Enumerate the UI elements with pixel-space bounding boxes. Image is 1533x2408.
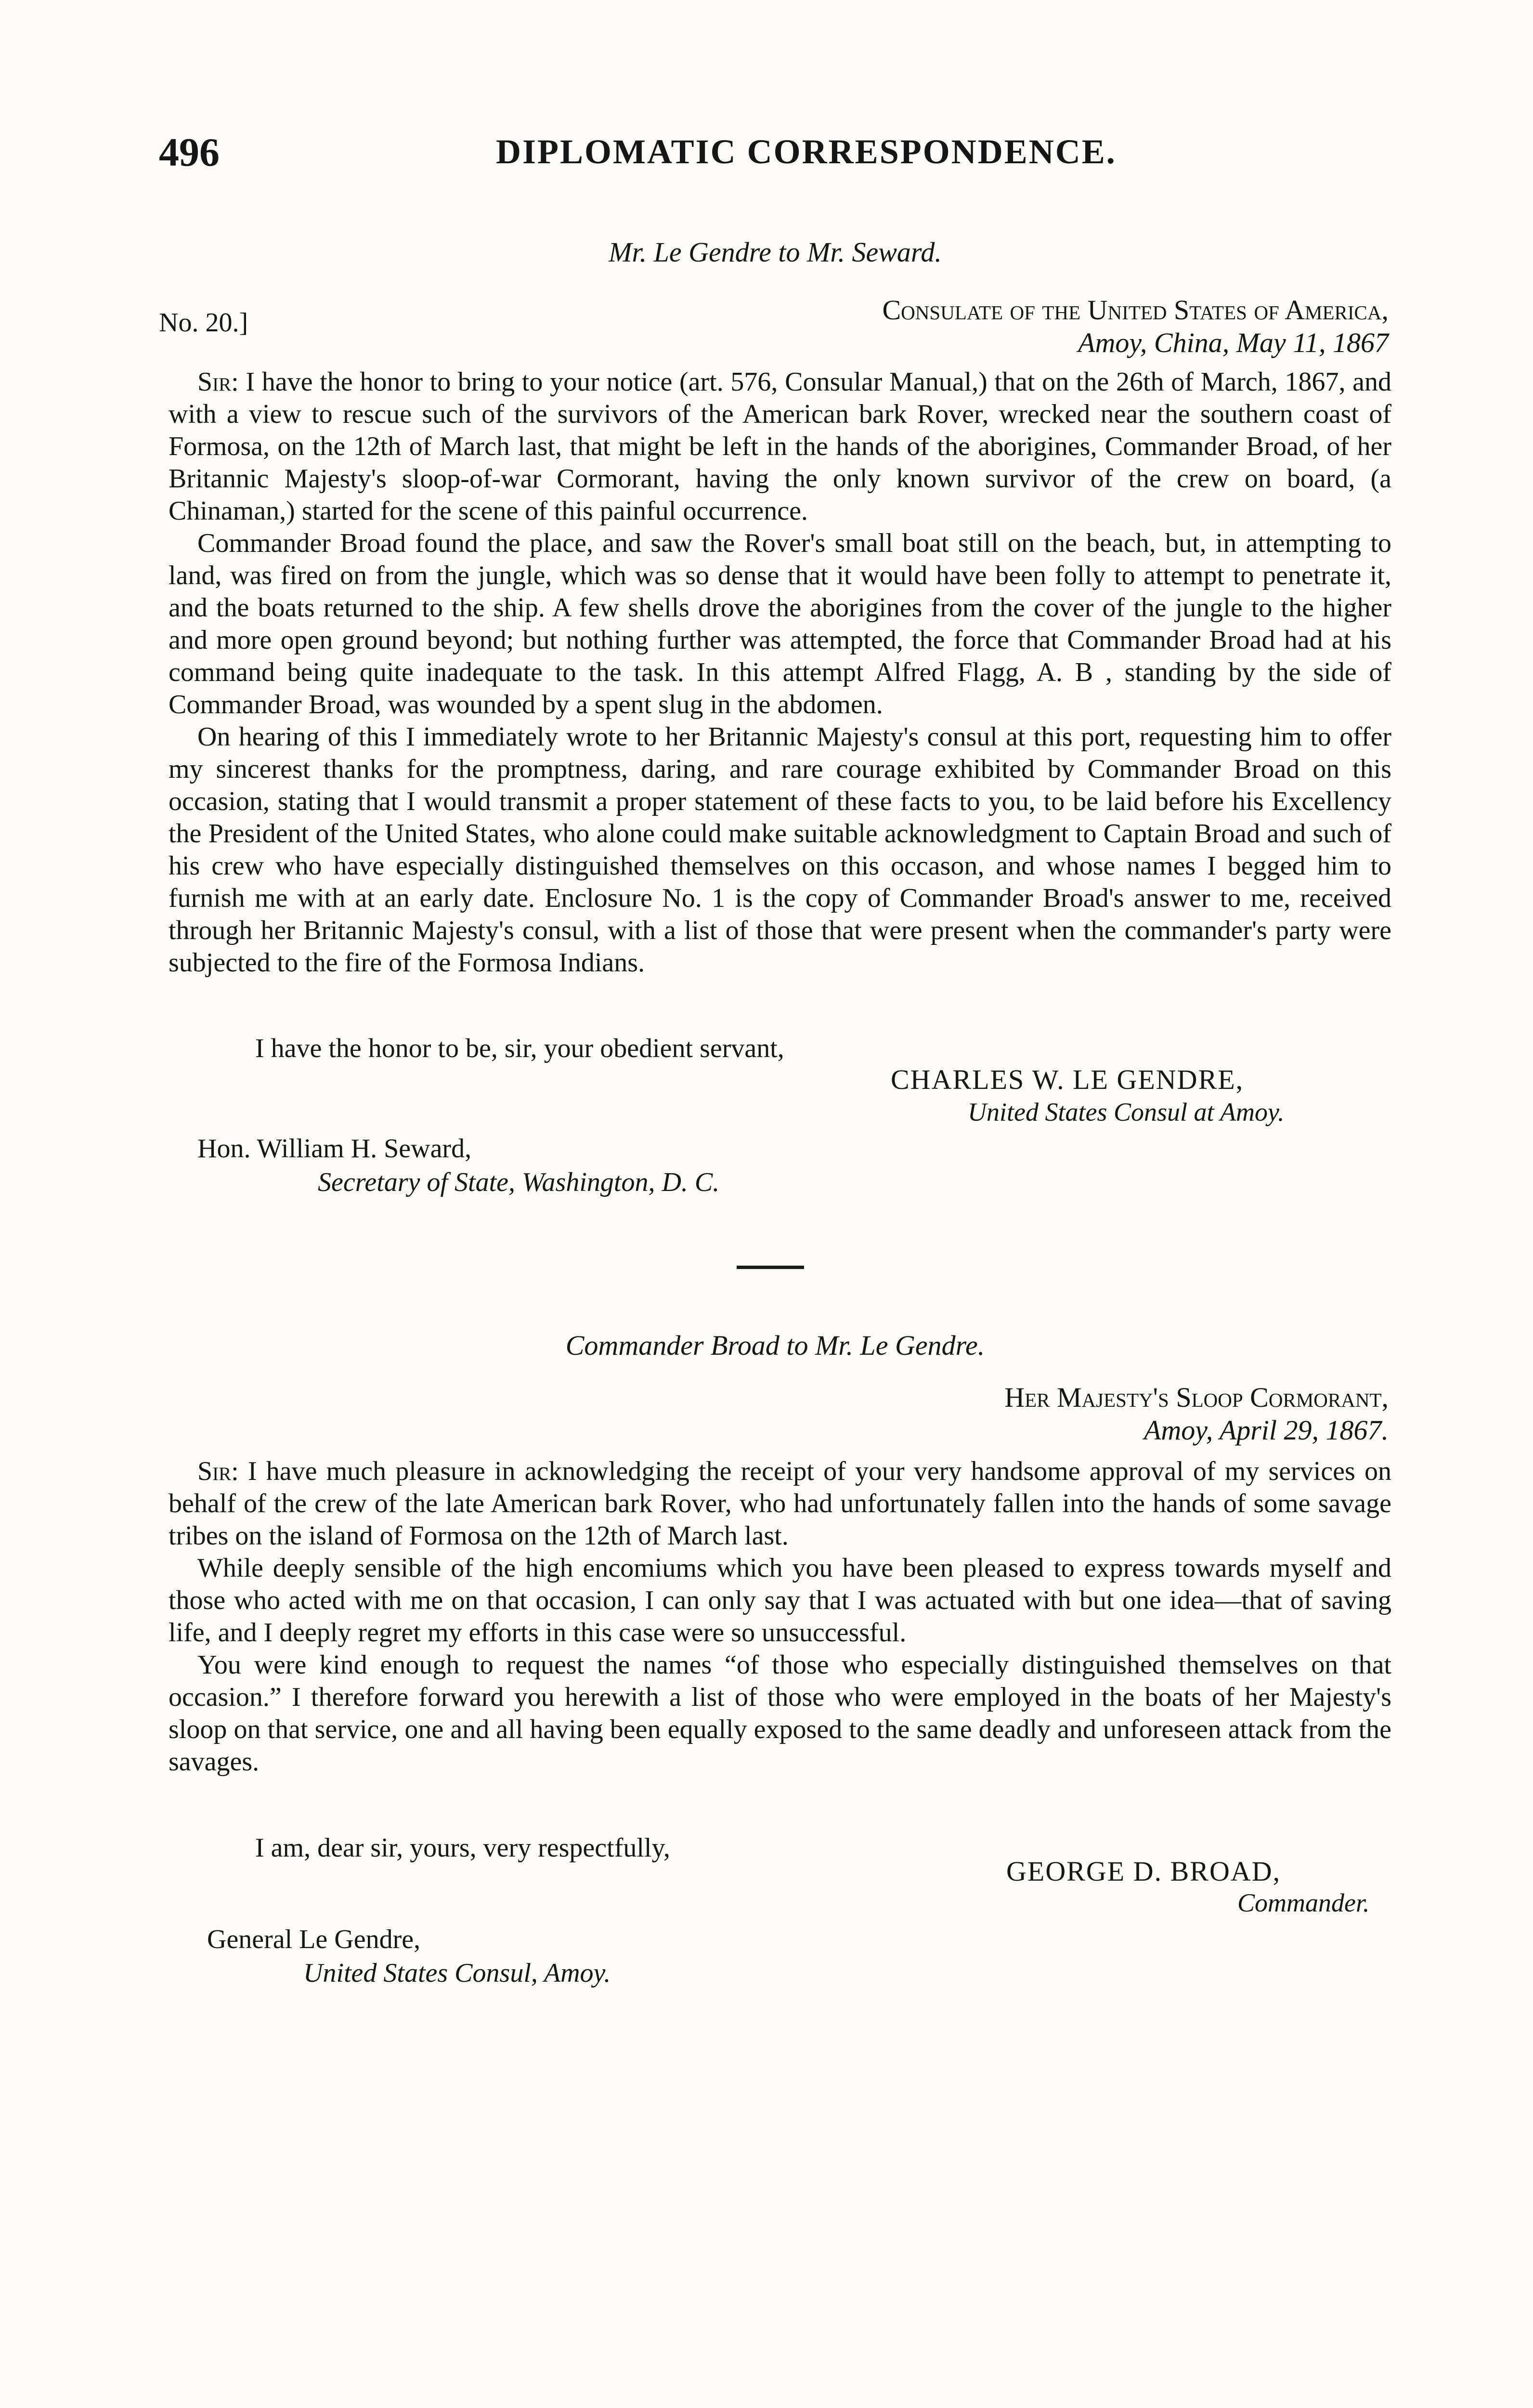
running-title: DIPLOMATIC CORRESPONDENCE.	[496, 132, 1117, 171]
page-header	[159, 129, 1391, 182]
dispatch-number: No. 20.]	[159, 308, 248, 338]
letter1-addressee-title: Secretary of State, Washington, D. C.	[318, 1167, 720, 1197]
letter1-paragraph-2: Commander Broad found the place, and saw the Rover's small boat still on the beach, but, in attempting to land, was fired on from the jungle, which was so dense that it would have been folly to attempt to penetrate it, and the boats returned to the ship. A few shells drove the aborigines from the cover of the jungle to the higher and more open ground beyond; but nothing further was attempted, the force that Commander Broad had at his command being quite inadequate to the task. In this attempt Alfred Flagg, A. B , standing by the side of Commander Broad, was wounded by a spent slug in the abdomen.	[169, 528, 1391, 720]
letter1-place-date: Amoy, China, May 11, 1867	[1078, 327, 1389, 358]
letter1-origin-block	[883, 294, 1389, 359]
letter1-signature-name: CHARLES W. LE GENDRE,	[891, 1064, 1244, 1095]
letter1-paragraph-3: On hearing of this I immediately wrote to her Britannic Majesty's consul at this port, requesting him to offer my sincerest thanks for the promptness, daring, and rare courage exhibited by Commander Broad on this occasion, stating that I would transmit a proper statement of these facts to you, to be laid before his Excellency the President of the United States, who alone could make suitable acknowledgment to Captain Broad and such of his crew who have especially distinguished themselves on this occason, and whose names I begged him to furnish me with at an early date. Enclosure No. 1 is the copy of Commander Broad's answer to me, received through her Britannic Majesty's consul, with a list of those that were present when the commander's party were subjected to the fire of the Formosa Indians.	[169, 722, 1391, 978]
letter2-signature-title: Commander.	[1237, 1888, 1370, 1917]
letter2-closing: I am, dear sir, yours, very respectfully,	[255, 1833, 670, 1863]
letter2-addressee	[207, 1923, 611, 1990]
letter2-paragraph-2: While deeply sensible of the high encomiums which you have been pleased to express towards myself and those who acted with me on that occasion, I can only say that I was actuated with but one idea—that of saving life, and I deeply regret my efforts in this case were so unsuccessful.	[169, 1553, 1391, 1648]
letter2-addressee-title: United States Consul, Amoy.	[303, 1958, 611, 1988]
letter1-body	[169, 366, 1391, 979]
letter2-addressee-name: General Le Gendre,	[207, 1924, 421, 1954]
page-number: 496	[159, 130, 220, 175]
letter2-paragraph-3: You were kind enough to request the names “of those who especially distinguished themselves on that occasion.” I therefore forward you herewith a list of those who were employed in the boats of her Majesty's sloop on that service, one and all having been equally exposed to the same deadly and unforeseen attack from the savages.	[169, 1650, 1391, 1777]
section-divider	[737, 1266, 804, 1269]
letter2-paragraph-1: Sir: I have much pleasure in acknowledging the receipt of your very handsome approval of my services on behalf of the crew of the late American bark Rover, who had unfortunately fallen into the hands of some savage tribes on the island of Formosa on the 12th of March last.	[169, 1456, 1391, 1551]
letter1-paragraph-1: Sir: I have the honor to bring to your notice (art. 576, Consular Manual,) that on the 26th of March, 1867, and with a view to rescue such of the survivors of the American bark Rover, wrecked near the southern coast of Formosa, on the 12th of March last, that might be left in the hands of the aborigines, Commander Broad, of her Britannic Majesty's sloop-of-war Cormorant, having the only known survivor of the crew on board, (a Chinaman,) started for the scene of this painful occurrence.	[169, 367, 1392, 526]
letter2-body	[169, 1455, 1391, 1778]
letter1-addressee-name: Hon. William H. Seward,	[197, 1134, 472, 1164]
letter2-place-date: Amoy, April 29, 1867.	[1143, 1414, 1389, 1446]
letter1-addressee	[197, 1132, 719, 1199]
letter2-origin-block	[1004, 1381, 1389, 1447]
letter1-closing: I have the honor to be, sir, your obedient servant,	[255, 1034, 784, 1063]
letter1-heading: Mr. Le Gendre to Mr. Seward.	[609, 236, 942, 268]
letter2-heading: Commander Broad to Mr. Le Gendre.	[565, 1330, 985, 1361]
letter2-origin: Her Majesty's Sloop Cormorant,	[1004, 1382, 1389, 1413]
letter2-signature-name: GEORGE D. BROAD,	[1006, 1856, 1281, 1887]
letter1-signature-title: United States Consul at Amoy.	[968, 1098, 1285, 1126]
letter1-origin: Consulate of the United States of America,	[882, 294, 1389, 326]
